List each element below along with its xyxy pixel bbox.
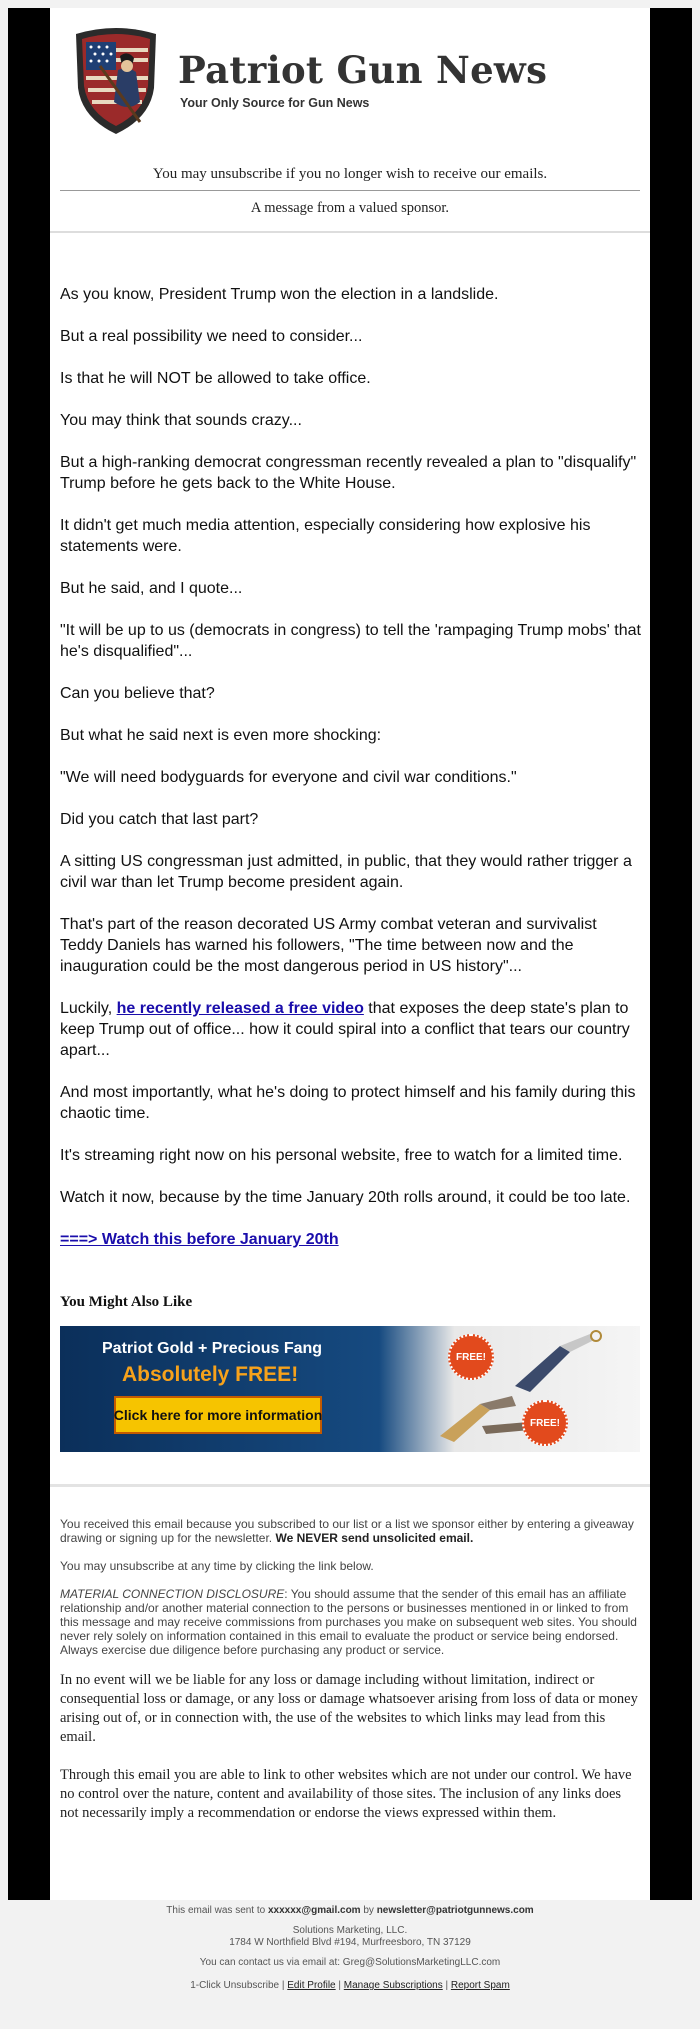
- sent-to-line: [0, 1905, 700, 1916]
- manage-subscriptions-link[interactable]: Manage Subscriptions: [343, 1980, 443, 1991]
- company-name: Solutions Marketing, LLC.: [292, 1925, 408, 1936]
- banner-title: Patriot Gold + Precious Fang: [102, 1340, 323, 1357]
- you-might-also-like-heading: You Might Also Like: [60, 1294, 193, 1310]
- report-spam-link[interactable]: Report Spam: [450, 1980, 510, 1991]
- body-paragraph: You may think that sounds crazy...: [60, 412, 302, 429]
- body-paragraph: Did you catch that last part?: [60, 811, 259, 828]
- contact-line: You can contact us via email at: Greg@SolutionsMarketingLLC.com: [199, 1957, 501, 1968]
- banner-free-text: Absolutely FREE!: [122, 1363, 299, 1386]
- email-header: [50, 8, 650, 158]
- edit-profile-link[interactable]: Edit Profile: [287, 1980, 336, 1991]
- company-address: 1784 W Northfield Blvd #194, Murfreesboro, TN 37129: [229, 1937, 471, 1948]
- body-paragraph: But what he said next is even more shocking:: [60, 727, 382, 744]
- body-paragraph: It didn't get much media attention, especially considering how explosive his statements were.: [60, 517, 591, 555]
- free-badge: FREE!: [448, 1334, 494, 1380]
- sponsor-note: A message from a valued sponsor.: [250, 200, 450, 216]
- no-spam-statement: We NEVER send unsolicited email.: [275, 1531, 474, 1545]
- body-paragraph-with-link: [60, 998, 642, 1061]
- divider: [50, 1484, 650, 1487]
- promo-banner[interactable]: [60, 1326, 640, 1452]
- divider: [60, 190, 640, 191]
- free-badge: FREE!: [522, 1400, 568, 1446]
- link-separator: |: [279, 1980, 288, 1991]
- sent-prefix: This email was sent to: [166, 1905, 268, 1916]
- body-paragraph: Watch it now, because by the time January 20th rolls around, it could be too late.: [60, 1189, 631, 1206]
- disclosure-label: MATERIAL CONNECTION DISCLOSURE: [60, 1587, 285, 1601]
- one-click-unsubscribe[interactable]: 1-Click Unsubscribe: [190, 1980, 280, 1991]
- link-separator: |: [335, 1980, 344, 1991]
- legal-section: [60, 1517, 642, 1842]
- liability-disclaimer: In no event will we be liable for any loss or damage including without limitation, indirect or consequential loss or damage, or any loss or damage whatsoever arising from loss of data or money arising out of, or in connection with, the use of the websites to which links may lead from this email.: [60, 1672, 638, 1745]
- body-paragraph: It's streaming right now on his personal website, free to watch for a limited time.: [60, 1147, 623, 1164]
- more-info-button[interactable]: Click here for more information: [114, 1396, 322, 1434]
- unsubscribe-anytime: You may unsubscribe at any time by clicking the link below.: [60, 1559, 374, 1573]
- email-card: [50, 8, 650, 1900]
- brand-title: Patriot Gun News: [178, 48, 548, 92]
- body-paragraph: And most importantly, what he's doing to protect himself and his family during this chaotic time.: [60, 1084, 636, 1122]
- link-separator: |: [442, 1980, 451, 1991]
- watch-cta-link[interactable]: ===> Watch this before January 20th: [60, 1231, 339, 1248]
- free-video-link[interactable]: he recently released a free video: [116, 1000, 364, 1017]
- material-disclosure: [60, 1587, 642, 1657]
- email-body: [60, 284, 642, 1250]
- link-trail-text: that exposes the deep state's plan to keep Trump out of office... how it could spiral into a conflict that tears our country apart...: [60, 1000, 630, 1059]
- divider: [50, 231, 650, 233]
- patriot-shield-logo: [70, 26, 162, 138]
- body-paragraph: Can you believe that?: [60, 685, 215, 702]
- brand-subtitle: Your Only Source for Gun News: [180, 96, 370, 110]
- body-paragraph: "It will be up to us (democrats in congress) to tell the 'rampaging Trump mobs' that he's disqualified"...: [60, 622, 641, 660]
- unsubscribe-notice: You may unsubscribe if you no longer wish to receive our emails.: [152, 166, 548, 182]
- body-paragraph: Is that he will NOT be allowed to take office.: [60, 370, 371, 387]
- disclosure-text: : You should assume that the sender of this email has an affiliate relationship and/or another material connection to the persons or businesses mentioned in or linked to from this message and may receive commissions from purchases you make on subsequent web sites. You should never rely solely on information contained in this email to evaluate the product or service being endorsed. Always exercise due diligence before purchasing any product or service.: [60, 1587, 637, 1657]
- sender-email: newsletter@patriotgunnews.com: [376, 1905, 534, 1916]
- body-paragraph: But a real possibility we need to consider...: [60, 328, 363, 345]
- external-links-disclaimer: Through this email you are able to link to other websites which are not under our control. We have no control over the nature, content and availability of those sites. The inclusion of any links does not necessarily imply a recommendation or endorse the views expressed within them.: [60, 1767, 632, 1821]
- link-lead-text: Luckily,: [60, 1000, 117, 1017]
- recipient-email: xxxxxx@gmail.com: [268, 1905, 361, 1916]
- body-paragraph: But he said, and I quote...: [60, 580, 243, 597]
- body-paragraph: A sitting US congressman just admitted, in public, that they would rather trigger a civil war than let Trump become president again.: [60, 853, 632, 891]
- subscription-reason: [60, 1517, 642, 1545]
- body-paragraph: As you know, President Trump won the election in a landslide.: [60, 286, 499, 303]
- footer-links: [0, 1980, 700, 1991]
- body-paragraph: "We will need bodyguards for everyone and civil war conditions.": [60, 769, 517, 786]
- body-paragraph: But a high-ranking democrat congressman recently revealed a plan to "disqualify" Trump before he gets back to the White House.: [60, 454, 637, 492]
- sent-by-prefix: by: [360, 1905, 377, 1916]
- subscription-reason-text: You received this email because you subscribed to our list or a list we sponsor either by entering a giveaway drawing or signing up for the newsletter.: [60, 1517, 634, 1545]
- body-paragraph: That's part of the reason decorated US Army combat veteran and survivalist Teddy Daniels has warned his followers, "The time between now and the inauguration could be the most dangerous period in US history"...: [60, 916, 597, 975]
